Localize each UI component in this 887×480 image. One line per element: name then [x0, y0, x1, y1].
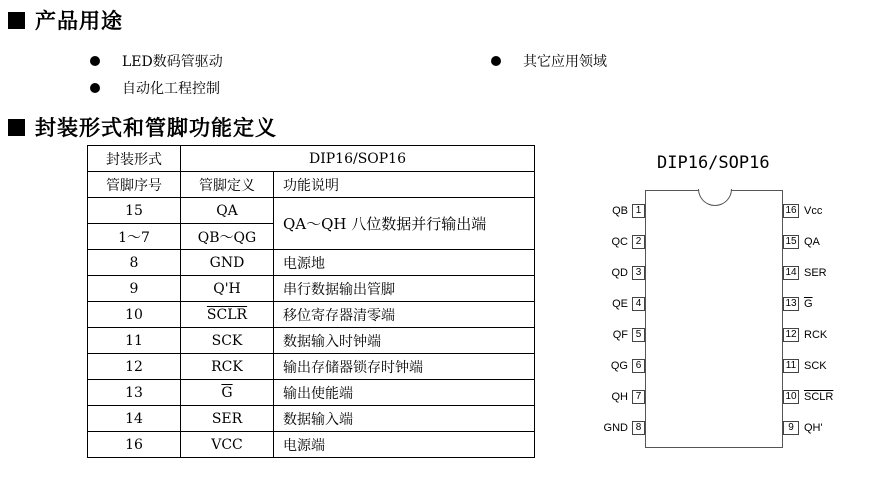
pin-number-left: 8	[632, 421, 645, 435]
list-item-text: 自动化工程控制	[122, 81, 220, 97]
pin-label-left: QE	[612, 298, 628, 310]
pin-number-right: 16	[783, 204, 799, 218]
pin-label-left: GND	[603, 422, 628, 434]
pin-no-cell: 11	[88, 328, 181, 354]
diagram-title: DIP16/SOP16	[657, 153, 770, 173]
header-pin-def: 管脚定义	[181, 172, 274, 198]
pin-number-right: 12	[783, 328, 799, 342]
table-row	[88, 302, 535, 328]
func-cell: 输出存储器锁存时钟端	[274, 354, 535, 380]
list-item	[90, 51, 223, 71]
table-row	[88, 250, 535, 276]
pin-number-right: 14	[783, 266, 799, 280]
pin-no-cell: 12	[88, 354, 181, 380]
table-row	[88, 146, 535, 172]
pin-number-right: 9	[783, 421, 799, 435]
pin-def-cell: GND	[181, 250, 274, 276]
pin-number-right: 13	[783, 297, 799, 311]
table-header-row	[88, 172, 535, 198]
pin-label-right: SCK	[804, 360, 827, 372]
pin-label-right: QH'	[804, 422, 823, 434]
pin-label-left: QG	[610, 360, 628, 372]
bullet-dot-icon	[90, 83, 100, 93]
pin-number-left: 7	[632, 390, 645, 404]
square-bullet-icon	[8, 12, 25, 29]
pin-number-left: 6	[632, 359, 645, 373]
pin-no-cell: 9	[88, 276, 181, 302]
table-row	[88, 380, 535, 406]
table-row	[88, 354, 535, 380]
package-value-cell: DIP16/SOP16	[181, 146, 535, 172]
pin-number-left: 2	[632, 235, 645, 249]
list-item-text: 其它应用领域	[523, 54, 607, 70]
pin-label-right: RCK	[804, 329, 828, 341]
section-title-text: 产品用途	[35, 9, 123, 33]
pin-def-cell: VCC	[181, 432, 274, 458]
pin-no-cell: 15	[88, 198, 181, 224]
pin-label-right: SCLR	[804, 391, 834, 403]
section-title-package	[8, 112, 277, 142]
pin-no-cell: 16	[88, 432, 181, 458]
ic-package-body	[645, 190, 783, 448]
func-cell: 电源地	[274, 250, 535, 276]
pin-def-cell: SER	[181, 406, 274, 432]
header-func: 功能说明	[274, 172, 535, 198]
func-cell: QA～QH 八位数据并行输出端	[274, 198, 535, 250]
pin-def-cell: Q'H	[181, 276, 274, 302]
list-item	[90, 78, 220, 98]
func-cell: 数据输入端	[274, 406, 535, 432]
list-item	[491, 51, 607, 71]
pin-label-right: QA	[804, 236, 820, 248]
pin-label-left: QD	[611, 267, 628, 279]
square-bullet-icon	[8, 119, 25, 136]
pin-def-cell: SCK	[181, 328, 274, 354]
table-row	[88, 432, 535, 458]
pin-label-left: QC	[611, 236, 628, 248]
table-row	[88, 406, 535, 432]
table-row	[88, 328, 535, 354]
pin-no-cell: 14	[88, 406, 181, 432]
pin-def-cell: SCLR	[181, 302, 274, 328]
pin-number-right: 11	[783, 359, 799, 373]
func-cell: 串行数据输出管脚	[274, 276, 535, 302]
pin-number-right: 10	[783, 390, 799, 404]
pin-label-right: Vcc	[804, 205, 823, 217]
pin-def-cell: QA	[181, 198, 274, 224]
bullet-dot-icon	[90, 56, 100, 66]
pin-number-left: 1	[632, 204, 645, 218]
pin-label-left: QH	[611, 391, 628, 403]
pin-label-left: QB	[612, 205, 628, 217]
pin-def-cell: $\overline{G}$	[181, 380, 274, 406]
pin-no-cell: 8	[88, 250, 181, 276]
pin-no-cell: 1～7	[88, 224, 181, 250]
header-pin-no: 管脚序号	[88, 172, 181, 198]
pin-number-left: 5	[632, 328, 645, 342]
pin-no-cell: 10	[88, 302, 181, 328]
section-title-usage	[8, 5, 123, 35]
pin-def-cell: QB～QG	[181, 224, 274, 250]
func-cell: 输出使能端	[274, 380, 535, 406]
bullet-dot-icon	[491, 56, 501, 66]
pin-number-left: 4	[632, 297, 645, 311]
pin-number-left: 3	[632, 266, 645, 280]
pin-number-right: 15	[783, 235, 799, 249]
table-row	[88, 276, 535, 302]
func-cell: 电源端	[274, 432, 535, 458]
pin-label-left: QF	[612, 329, 628, 341]
pin-label-right: SER	[804, 267, 827, 279]
pin-def-cell: RCK	[181, 354, 274, 380]
pin-label-right: $\overline{G}$	[804, 298, 813, 310]
list-item-text: LED数码管驱动	[122, 54, 223, 70]
pin-no-cell: 13	[88, 380, 181, 406]
package-label-cell: 封装形式	[88, 146, 181, 172]
table-row	[88, 198, 535, 224]
section-title-text: 封装形式和管脚功能定义	[35, 116, 277, 140]
func-cell: 数据输入时钟端	[274, 328, 535, 354]
func-cell: 移位寄存器清零端	[274, 302, 535, 328]
pin-definition-table	[87, 145, 535, 458]
